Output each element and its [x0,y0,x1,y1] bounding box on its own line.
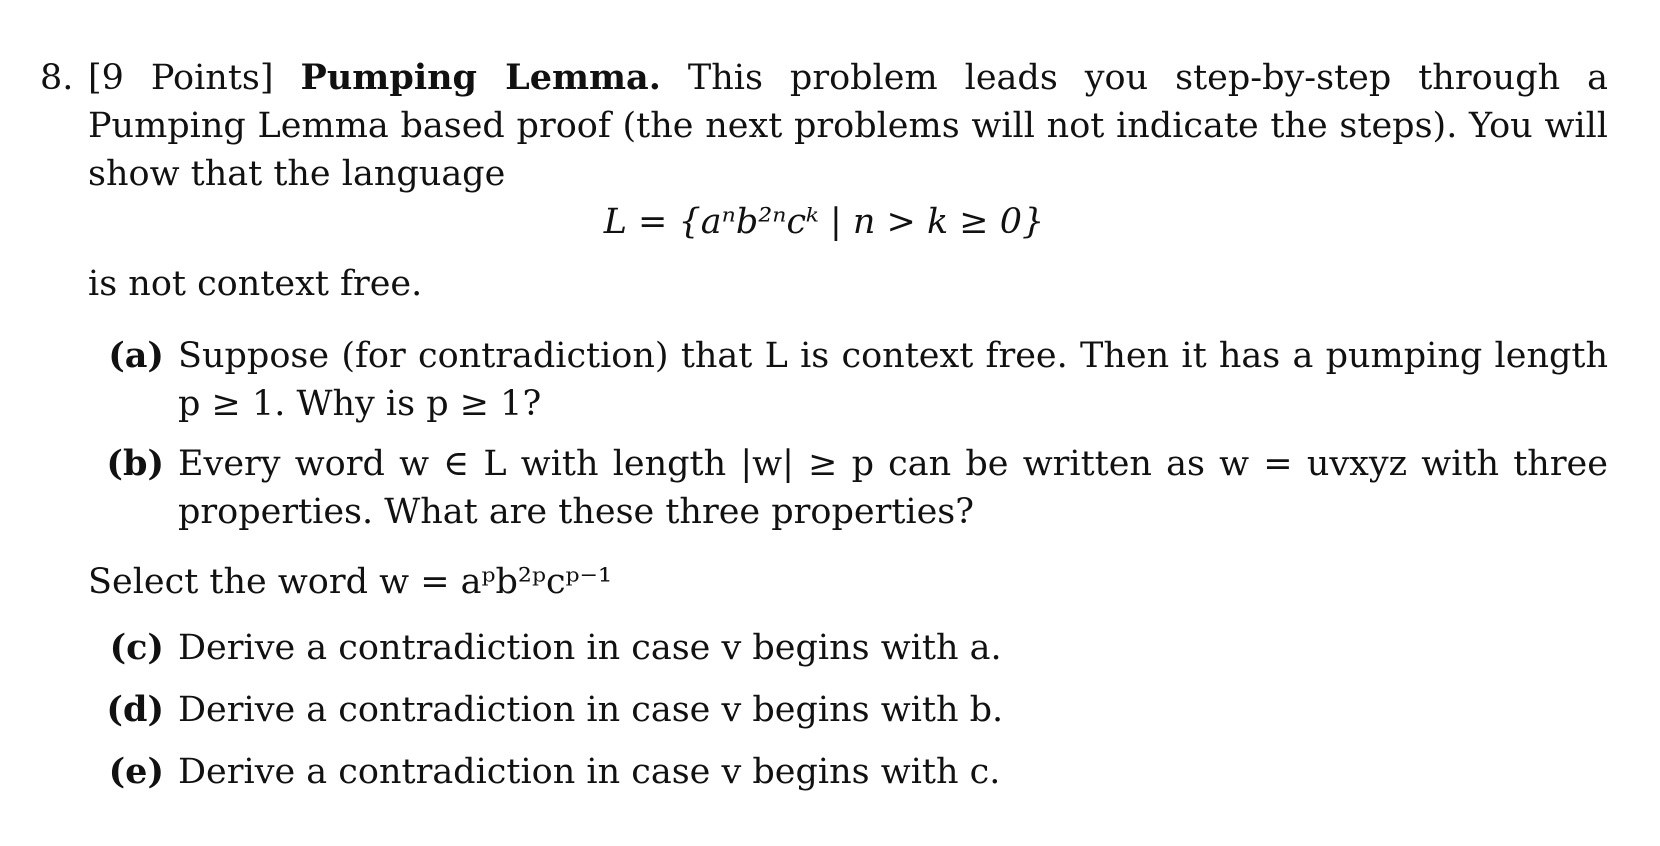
part-label: (b) [106,443,164,484]
parts-a-b [88,332,1608,536]
language-formula: L = {aⁿb²ⁿcᵏ | n > k ≥ 0} [603,202,1045,242]
part-label: (d) [106,689,164,730]
problem-header [40,54,1608,198]
problem-points: [9 Points] [88,58,274,98]
part-text: Every word w ∈ L with length |w| ≥ p can be written as w = uvxyz with three properties. What are these three properties? [178,444,1608,532]
problem-title: Pumping Lemma. [300,57,661,98]
part-label: (e) [108,751,164,792]
part-text: Derive a contradiction in case v begins with b. [178,690,1004,730]
select-word-line: Select the word w = aᵖb²ᵖcᵖ⁻¹ [88,562,613,602]
problem-intro: This problem leads you step-by-step through a Pumping Lemma based proof (the next problems will not indicate the steps). You will show that the language [88,58,1609,194]
problem-number: 8. [40,58,74,98]
part-text: Suppose (for contradiction) that L is context free. Then it has a pumping length p ≥ 1. Why is p ≥ 1? [178,336,1608,424]
part-e [88,748,1608,796]
part-label: (c) [109,627,164,668]
part-c [88,624,1608,672]
part-a [88,332,1608,428]
part-b [88,440,1608,536]
problem-8 [40,54,1608,810]
part-d [88,686,1608,734]
language-definition [40,198,1608,246]
problem-conclusion: is not context free. [88,264,423,304]
part-text: Derive a contradiction in case v begins with a. [178,628,1002,668]
problem-intro-paragraph [88,54,1608,198]
part-label: (a) [108,335,164,376]
part-text: Derive a contradiction in case v begins with c. [178,752,1001,792]
parts-c-d-e [88,624,1608,796]
